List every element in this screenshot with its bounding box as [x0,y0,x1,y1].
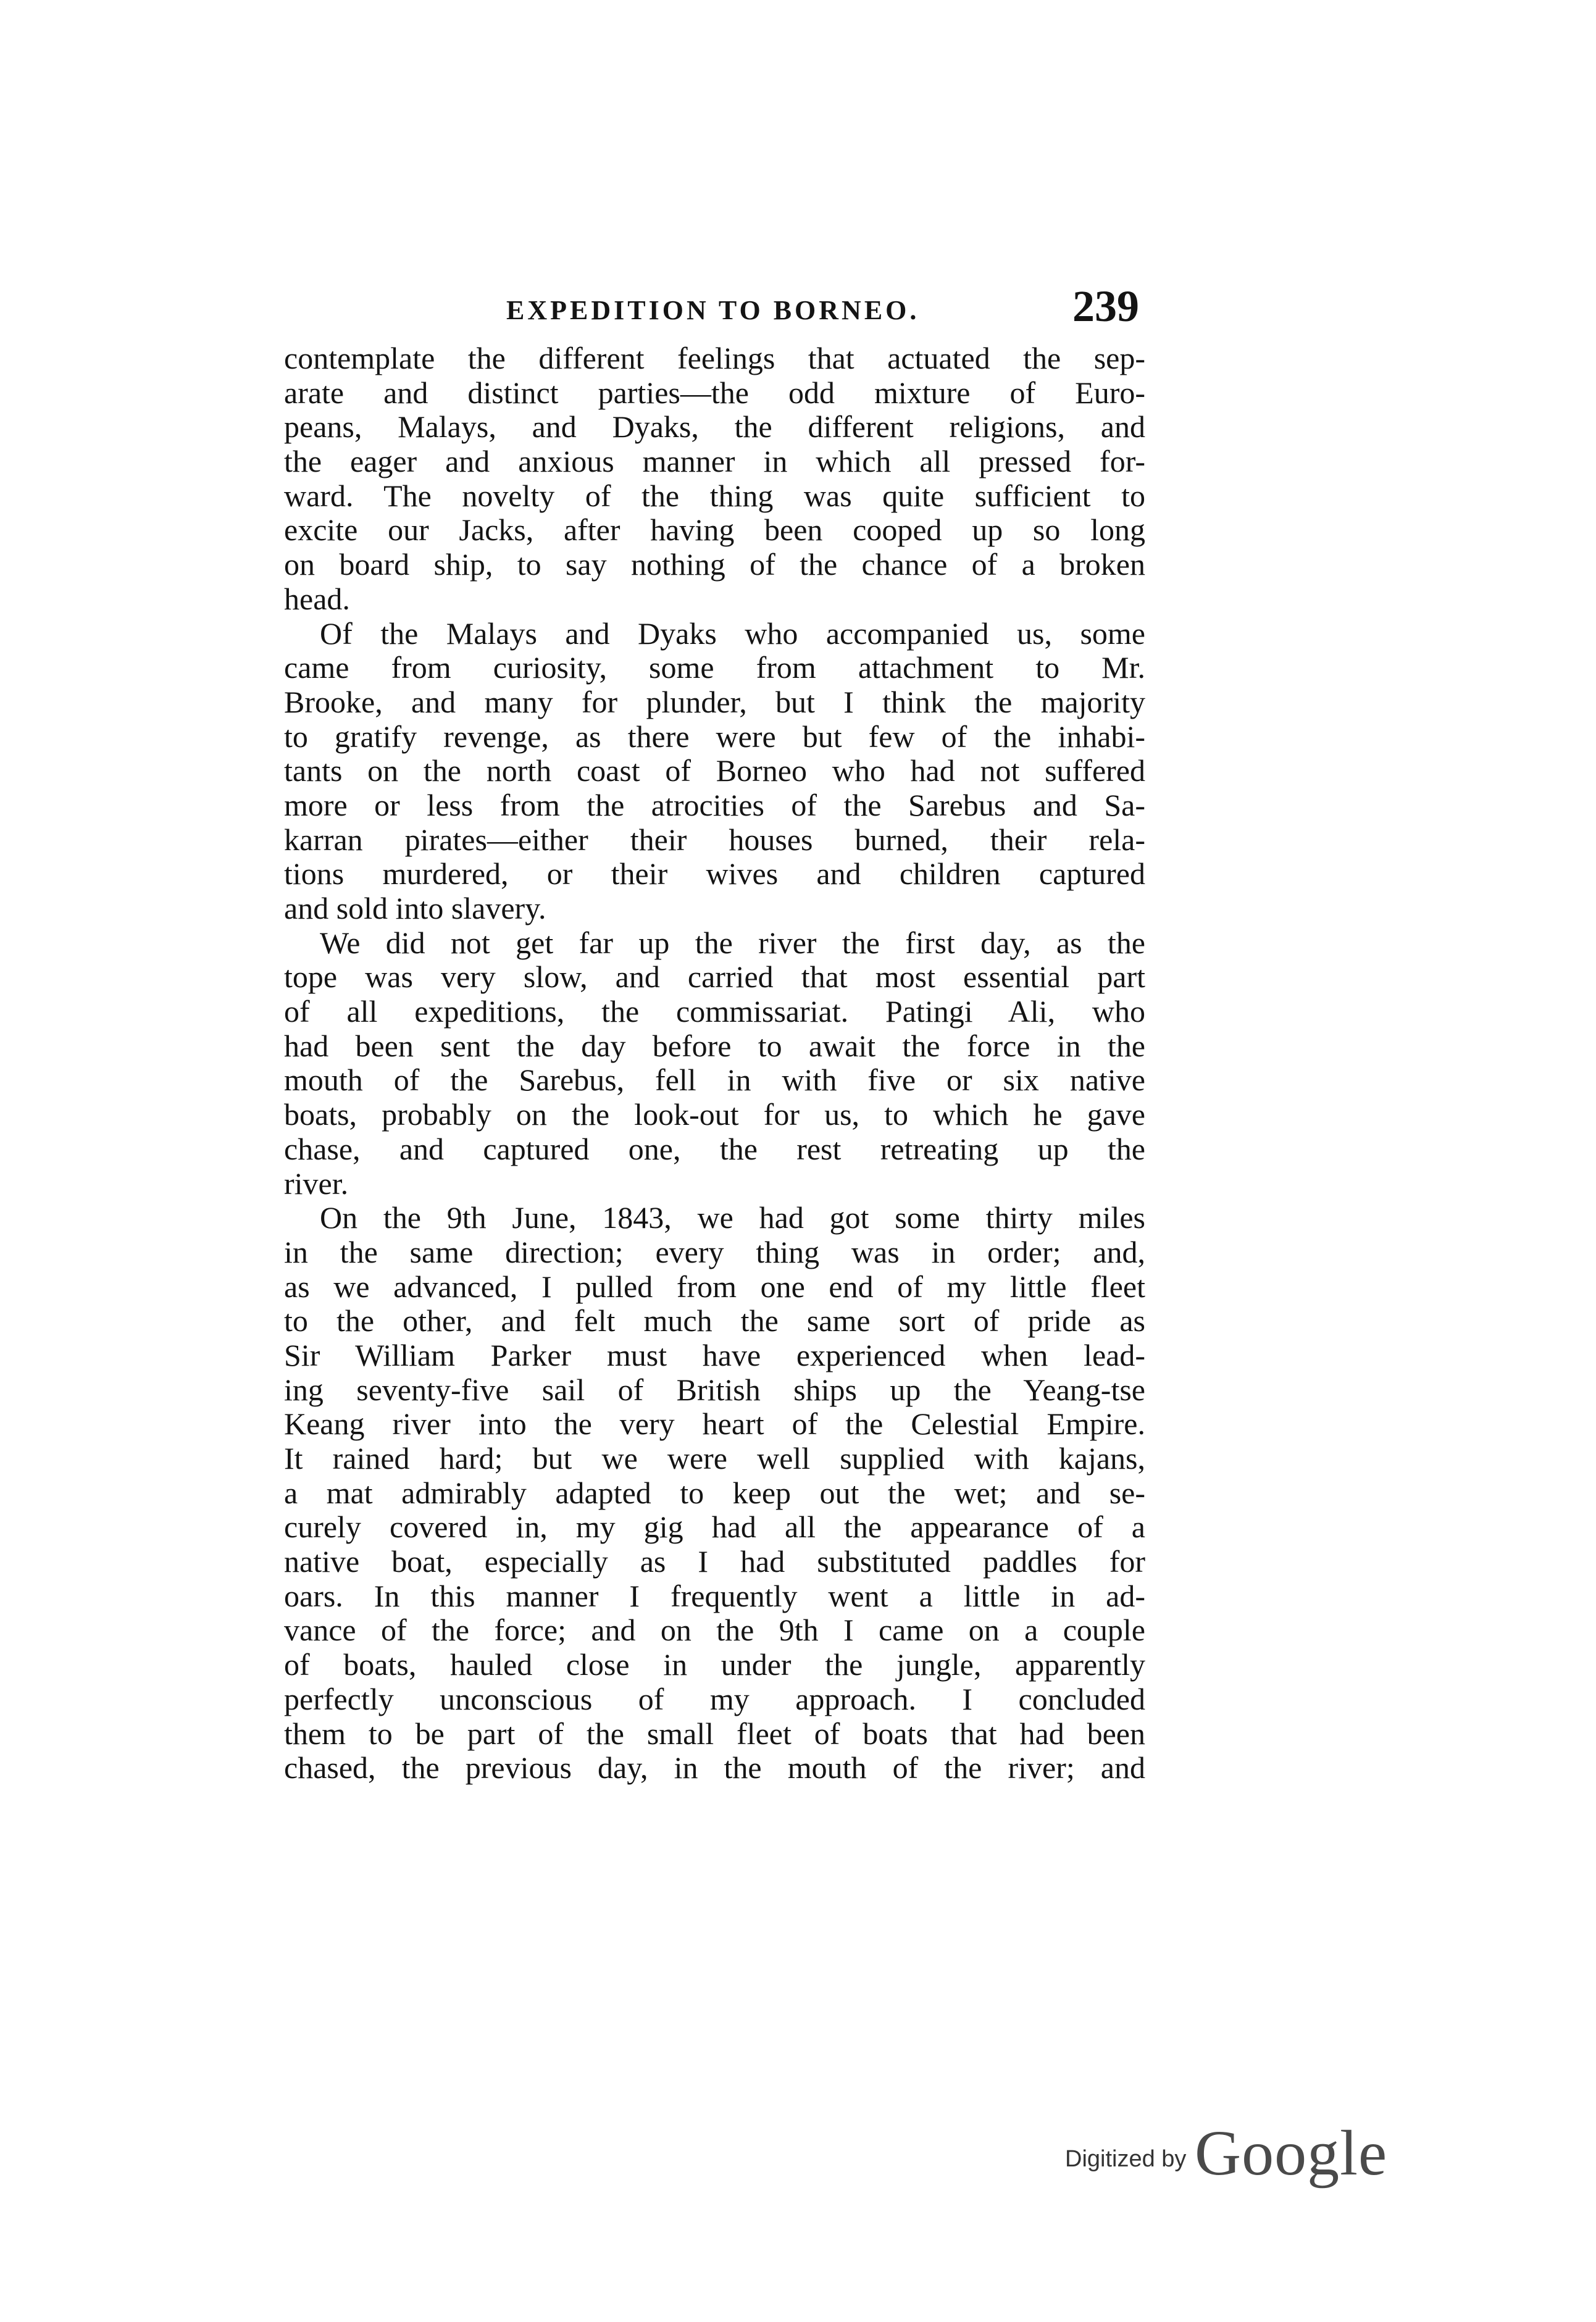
text-line: oars. In this manner I frequently went a little in ad- [284,1579,1145,1613]
text-line: tions murdered, or their wives and children captured [284,857,1145,892]
text-line: tope was very slow, and carried that most essential part [284,960,1145,995]
text-line: chased, the previous day, in the mouth of the river; and [284,1751,1145,1785]
text-line: Sir William Parker must have experienced when lead- [284,1338,1145,1372]
text-line: vance of the force; and on the 9th I came on a couple [284,1613,1145,1648]
text-line: Keang river into the very heart of the Celestial Empire. [284,1407,1145,1442]
body-text [284,341,1145,1785]
text-line: boats, probably on the look-out for us, to which he gave [284,1098,1145,1132]
text-line: chase, and captured one, the rest retreating up the [284,1132,1145,1166]
digitized-by-google-watermark [1065,2116,1388,2189]
text-line: peans, Malays, and Dyaks, the different religions, and [284,410,1145,445]
text-line: to the other, and felt much the same sort of pride as [284,1304,1145,1338]
google-logo: Google [1195,2118,1388,2189]
text-line: karran pirates—either their houses burned, their rela- [284,822,1145,857]
text-line: native boat, especially as I had substituted paddles for [284,1545,1145,1579]
text-line: to gratify revenge, as there were but few of the inhabi- [284,719,1145,754]
digitized-label: Digitized by [1065,2146,1187,2172]
text-line: the eager and anxious manner in which all pressed for- [284,445,1145,479]
text-line: perfectly unconscious of my approach. I concluded [284,1682,1145,1716]
text-line: arate and distinct parties—the odd mixture of Euro- [284,375,1145,410]
text-line: excite our Jacks, after having been cooped up so long [284,513,1145,548]
text-line: ing seventy-five sail of British ships up the Yeang-tse [284,1372,1145,1407]
text-line: Brooke, and many for plunder, but I think the majority [284,685,1145,719]
text-line: in the same direction; every thing was in order; and, [284,1235,1145,1269]
text-line: as we advanced, I pulled from one end of my little fleet [284,1269,1145,1304]
text-line: and sold into slavery. [284,892,546,925]
text-line: came from curiosity, some from attachment to Mr. [284,651,1145,685]
text-line: ward. The novelty of the thing was quite sufficient to [284,478,1145,513]
text-line: curely covered in, my gig had all the appearance of a [284,1510,1145,1545]
text-line: on board ship, to say nothing of the chance of a broken [284,548,1145,582]
text-line: of all expeditions, the commissariat. Patingi Ali, who [284,995,1145,1029]
text-line: them to be part of the small fleet of boats that had been [284,1716,1145,1751]
running-head [284,281,1148,330]
text-line: more or less from the atrocities of the Sarebus and Sa- [284,788,1145,822]
text-line: tants on the north coast of Borneo who had not suffered [284,754,1145,788]
text-line: had been sent the day before to await the force in the [284,1029,1145,1063]
page-number: 239 [1072,282,1139,331]
text-line: mouth of the Sarebus, fell in with five or six native [284,1063,1145,1098]
running-title: EXPEDITION TO BORNEO. [506,295,920,325]
text-line: We did not get far up the river the first day, as the [320,925,1145,960]
text-line: river. [284,1166,349,1201]
text-line: head. [284,582,350,616]
text-line: It rained hard; but we were well supplied with kajans, [284,1442,1145,1476]
text-line: a mat admirably adapted to keep out the wet; and se- [284,1476,1145,1510]
text-line: Of the Malays and Dyaks who accompanied us, some [320,616,1145,651]
text-line: On the 9th June, 1843, we had got some thirty miles [320,1201,1145,1235]
text-line: of boats, hauled close in under the jungle, apparently [284,1648,1145,1682]
text-line: contemplate the different feelings that actuated the sep- [284,341,1145,375]
